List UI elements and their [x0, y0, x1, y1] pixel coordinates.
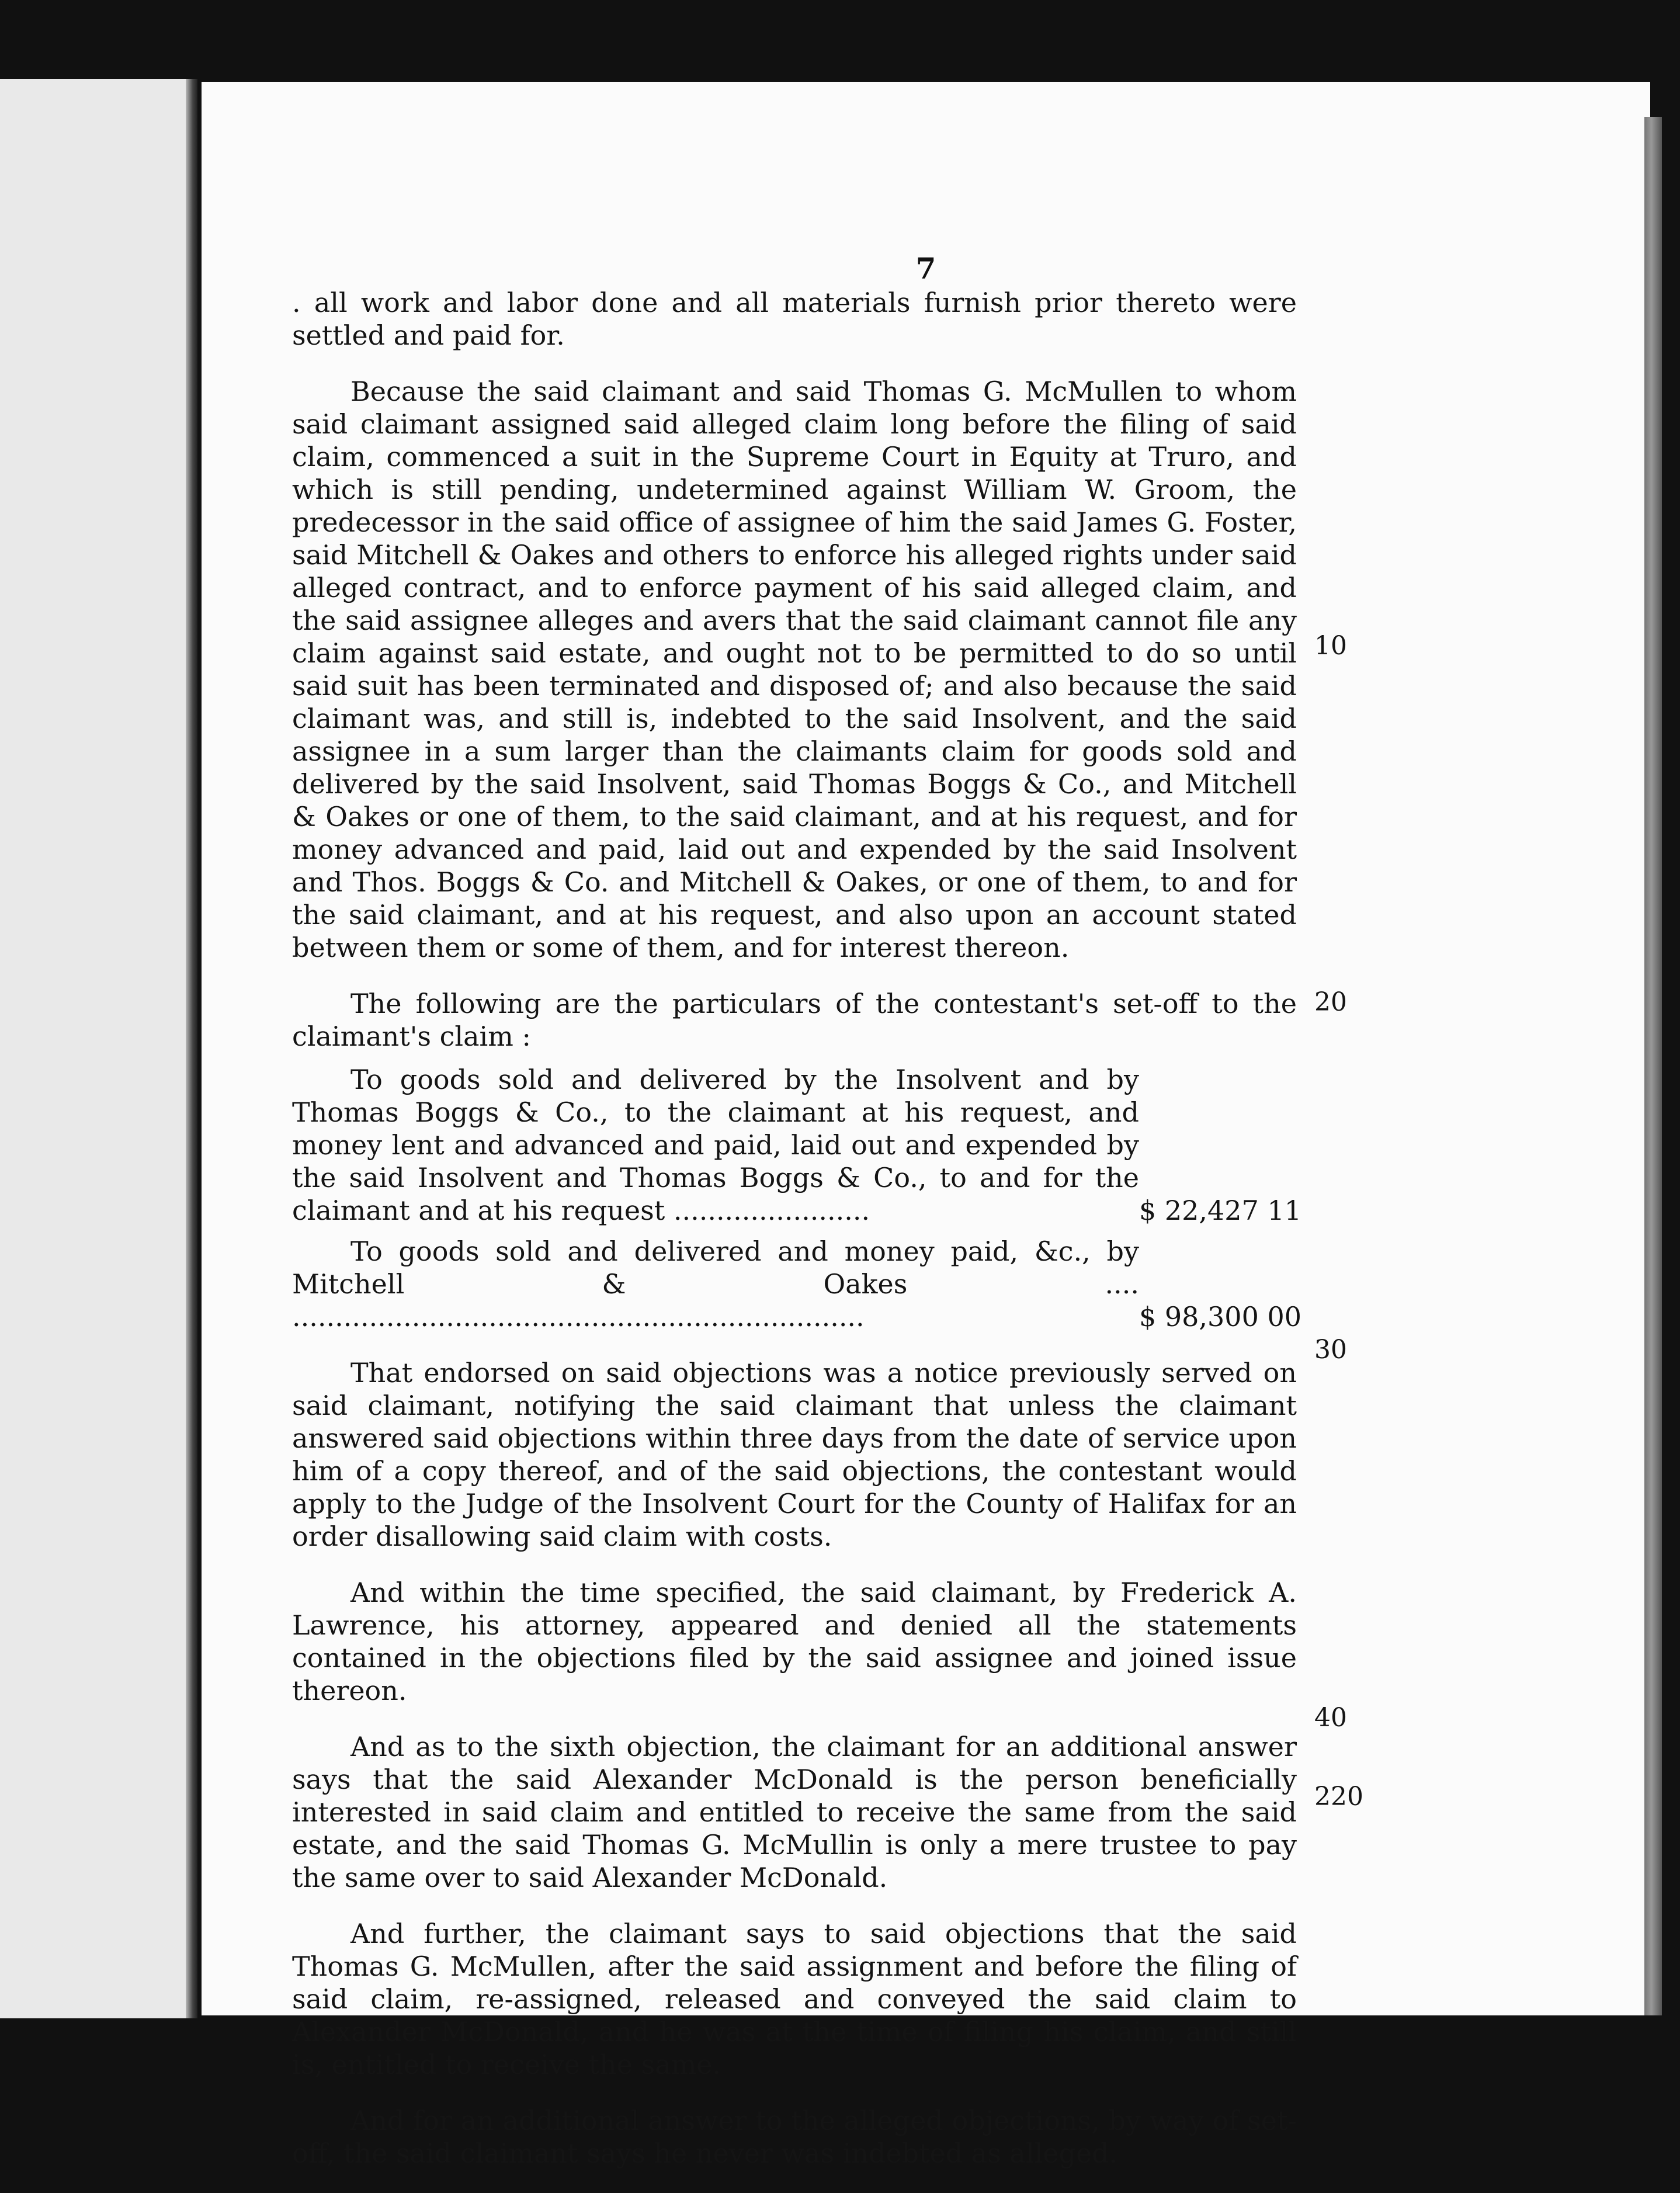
document-page	[202, 82, 1650, 2169]
paragraph-appearance: And within the time specified, the said claimant, by Frederick A. Lawrence, his attorney, appeared and denied all the statements contained in the objections filed by the said assignee and joined issue thereon.	[292, 1577, 1297, 1706]
body-text	[292, 286, 1301, 2193]
paragraph-setoff-answer: And for an additional answer to the alleged objections, by way of set-off, the said claimant says he never was indebted as alleged.	[292, 2105, 1297, 2169]
page-edge-shadow	[1644, 117, 1662, 2015]
paragraph-sixth-objection: And as to the sixth objection, the claimant for an additional answer says that the said Alexander McDonald is the person beneficially interested in said claim and entitled to receive the same from the said estate, and the said Thomas G. McMullin is only a mere trustee to pay the same over to said Alexander McDonald.	[292, 1731, 1297, 1893]
setoff-item-amount: $ 98,300 00	[1139, 1301, 1301, 1333]
book-gutter	[186, 79, 197, 2018]
setoff-list	[292, 1063, 1301, 1333]
setoff-item	[292, 1063, 1301, 1227]
setoff-intro: The following are the particulars of the contestant's set-off to the claimant's claim :	[292, 988, 1297, 1052]
setoff-item-text: To goods sold and delivered and money paid, &c., by Mitchell & Oakes .... ...................................................................	[292, 1236, 1139, 1333]
paragraph-suit: Because the said claimant and said Thomas G. McMullen to whom said claimant assigned said alleged claim long before the filing of said claim, commenced a suit in the Supreme Court in Equity at Truro, and which is still pending, undetermined against William W. Groom, the predecessor in the said office of assignee of him the said James G. Foster, said Mitchell & Oakes and others to enforce his alleged rights under said alleged contract, and to enforce payment of his said alleged claim, and the said assignee alleges and avers that the said claimant cannot file any claim against said estate, and ought not to be permitted to do so until said suit has been terminated and disposed of; and also because the said claimant was, and still is, indebted to the said Insolvent, and the said assignee in a sum larger than the claimants claim for goods sold and delivered by the said Insolvent, said Thomas Boggs & Co., and Mitchell & Oakes or one of them, to the said claimant, and at his request, and for money advanced and paid, laid out and expended by the said Insolvent and Thos. Boggs & Co. and Mitchell & Oakes, or one of them, to and for the said claimant, and at his request, and also upon an account stated between them or some of them, and for interest thereon.	[292, 376, 1297, 963]
setoff-item-amount: $ 22,427 11	[1139, 1195, 1301, 1226]
line-number: 10	[1314, 631, 1347, 661]
line-number: 20	[1314, 987, 1347, 1017]
line-number: 40	[1314, 1703, 1347, 1733]
line-number: 30	[1314, 1335, 1347, 1365]
setoff-item-text: To goods sold and delivered by the Insolvent and by Thomas Boggs & Co., to the claimant at his request, and money lent and advanced and paid, laid out and expended by the said Insolvent and Thomas Boggs & Co., to and for the claimant and at his request .......................	[292, 1064, 1139, 1226]
paragraph-reassignment: And further, the claimant says to said objections that the said Thomas G. McMullen, after the said assignment and before the filing of said claim, re-assigned, released and conveyed the said claim to Alexander McDonald, and he was at the time of filing his claim, and still is, entitled to receive the same.	[292, 1918, 1297, 2080]
line-number: 220	[1314, 1782, 1363, 1812]
setoff-item	[292, 1235, 1301, 1333]
left-page-edge	[0, 79, 190, 2018]
paragraph-continuation: . all work and labor done and all materials furnish prior thereto were settled and paid for.	[292, 287, 1297, 351]
page-number: 7	[915, 251, 936, 286]
paragraph-notice: That endorsed on said objections was a notice previously served on said claimant, notifying the said claimant that unless the claimant answered said objections within three days from the date of service upon him of a copy thereof, and of the said objections, the contestant would apply to the Judge of the Insolvent Court for the County of Halifax for an order disallowing said claim with costs.	[292, 1357, 1297, 1552]
